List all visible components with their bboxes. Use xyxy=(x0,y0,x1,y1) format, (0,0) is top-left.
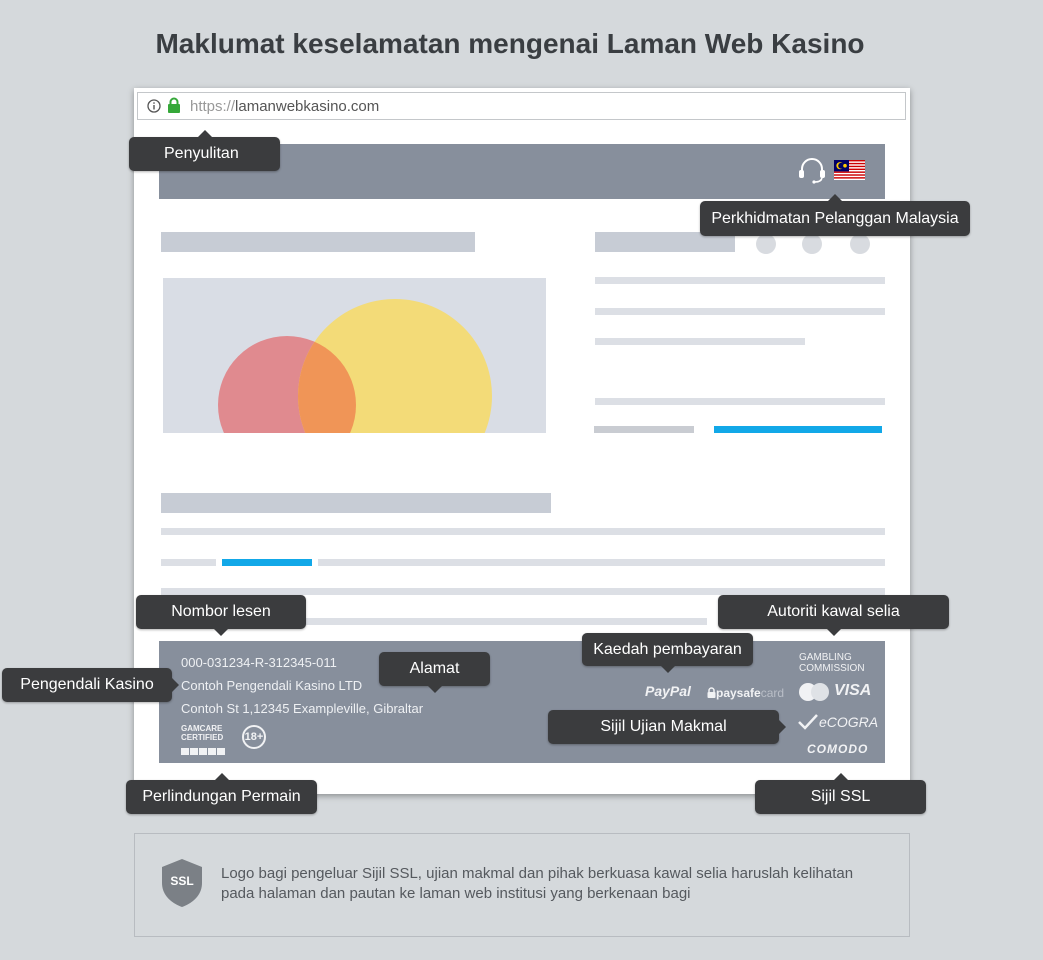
placeholder-line xyxy=(594,426,694,433)
url-text xyxy=(190,98,379,115)
dot-1[interactable] xyxy=(756,234,776,254)
age-18-badge[interactable] xyxy=(242,725,266,749)
gamcare-line1: GAMCARE xyxy=(181,724,223,733)
address-bar[interactable] xyxy=(137,92,906,120)
placeholder-heading-lower xyxy=(161,493,551,513)
paypal-logo[interactable]: PayPal xyxy=(645,683,691,699)
site-footer xyxy=(159,641,885,763)
accent-link-bar[interactable] xyxy=(714,426,882,433)
ecogra-logo[interactable] xyxy=(797,713,878,732)
rating-stars-icon xyxy=(181,748,225,755)
callout-lab-cert: Sijil Ujian Makmal xyxy=(548,710,779,744)
info-icon[interactable] xyxy=(147,99,161,113)
gamcare-line2: CERTIFIED xyxy=(181,733,224,742)
callout-regulator: Autoriti kawal selia xyxy=(718,595,949,629)
paysafecard-logo[interactable] xyxy=(707,684,784,702)
placeholder-line xyxy=(161,559,216,566)
paysafe-suffix: card xyxy=(760,686,785,700)
mastercard-icon[interactable] xyxy=(797,682,831,702)
operator-address: Contoh St 1,12345 Exampleville, Gibraltar xyxy=(181,701,424,716)
dot-2[interactable] xyxy=(802,234,822,254)
placeholder-line xyxy=(595,398,885,405)
placeholder-line xyxy=(318,559,885,566)
gamcare-logo[interactable] xyxy=(181,725,227,760)
banner-image xyxy=(163,278,546,433)
callout-player-protection: Perlindungan Permain xyxy=(126,780,317,814)
ecogra-text: eCOGRA xyxy=(819,714,879,730)
callout-payment-methods: Kaedah pembayaran xyxy=(582,633,753,666)
malaysia-flag-icon[interactable] xyxy=(834,160,865,180)
callout-operator: Pengendali Kasino xyxy=(2,668,172,702)
paysafe-main: paysafe xyxy=(716,686,761,700)
placeholder-heading xyxy=(161,232,475,252)
placeholder-line xyxy=(595,308,885,315)
callout-address: Alamat xyxy=(379,652,490,686)
placeholder-line xyxy=(595,338,805,345)
browser-mockup xyxy=(134,88,910,794)
license-number: 000-031234-R-312345-011 xyxy=(181,655,337,670)
placeholder-line xyxy=(161,528,885,535)
page-title: Maklumat keselamatan mengenai Laman Web Kasino xyxy=(155,28,865,59)
url-protocol: https:// xyxy=(190,98,236,115)
accent-link-bar[interactable] xyxy=(222,559,312,566)
notice-text: Logo bagi pengeluar Sijil SSL, ujian makmal dan pihak berkuasa kawal selia haruslah kelihatan pada halaman dan pautan ke laman web institusi yang berkenaan bagi xyxy=(221,865,854,902)
callout-license-number: Nombor lesen xyxy=(136,595,306,629)
url-domain: lamanwebkasino.com xyxy=(235,98,380,115)
circles-illustration xyxy=(163,278,546,433)
callout-ssl-cert: Sijil SSL xyxy=(755,780,926,814)
callout-encryption: Penyulitan xyxy=(129,137,280,171)
ssl-badge-label: SSL xyxy=(170,874,194,888)
ssl-notice-box xyxy=(134,833,910,937)
lock-icon[interactable] xyxy=(167,97,181,114)
regulator-line2: COMMISSION xyxy=(799,663,865,674)
age-badge-text: 18+ xyxy=(244,731,264,743)
gambling-commission-logo[interactable] xyxy=(799,652,865,674)
paysafe-lock-icon xyxy=(707,687,716,698)
dot-3[interactable] xyxy=(850,234,870,254)
headset-icon[interactable] xyxy=(797,156,827,184)
regulator-line1: GAMBLING xyxy=(799,652,852,663)
operator-name: Contoh Pengendali Kasino LTD xyxy=(181,678,363,693)
placeholder-line xyxy=(595,277,885,284)
checkmark-icon xyxy=(797,713,819,731)
callout-customer-service: Perkhidmatan Pelanggan Malaysia xyxy=(700,201,970,236)
placeholder-line xyxy=(161,588,885,595)
visa-logo[interactable]: VISA xyxy=(834,682,872,699)
comodo-logo[interactable]: COMODO xyxy=(807,742,869,756)
